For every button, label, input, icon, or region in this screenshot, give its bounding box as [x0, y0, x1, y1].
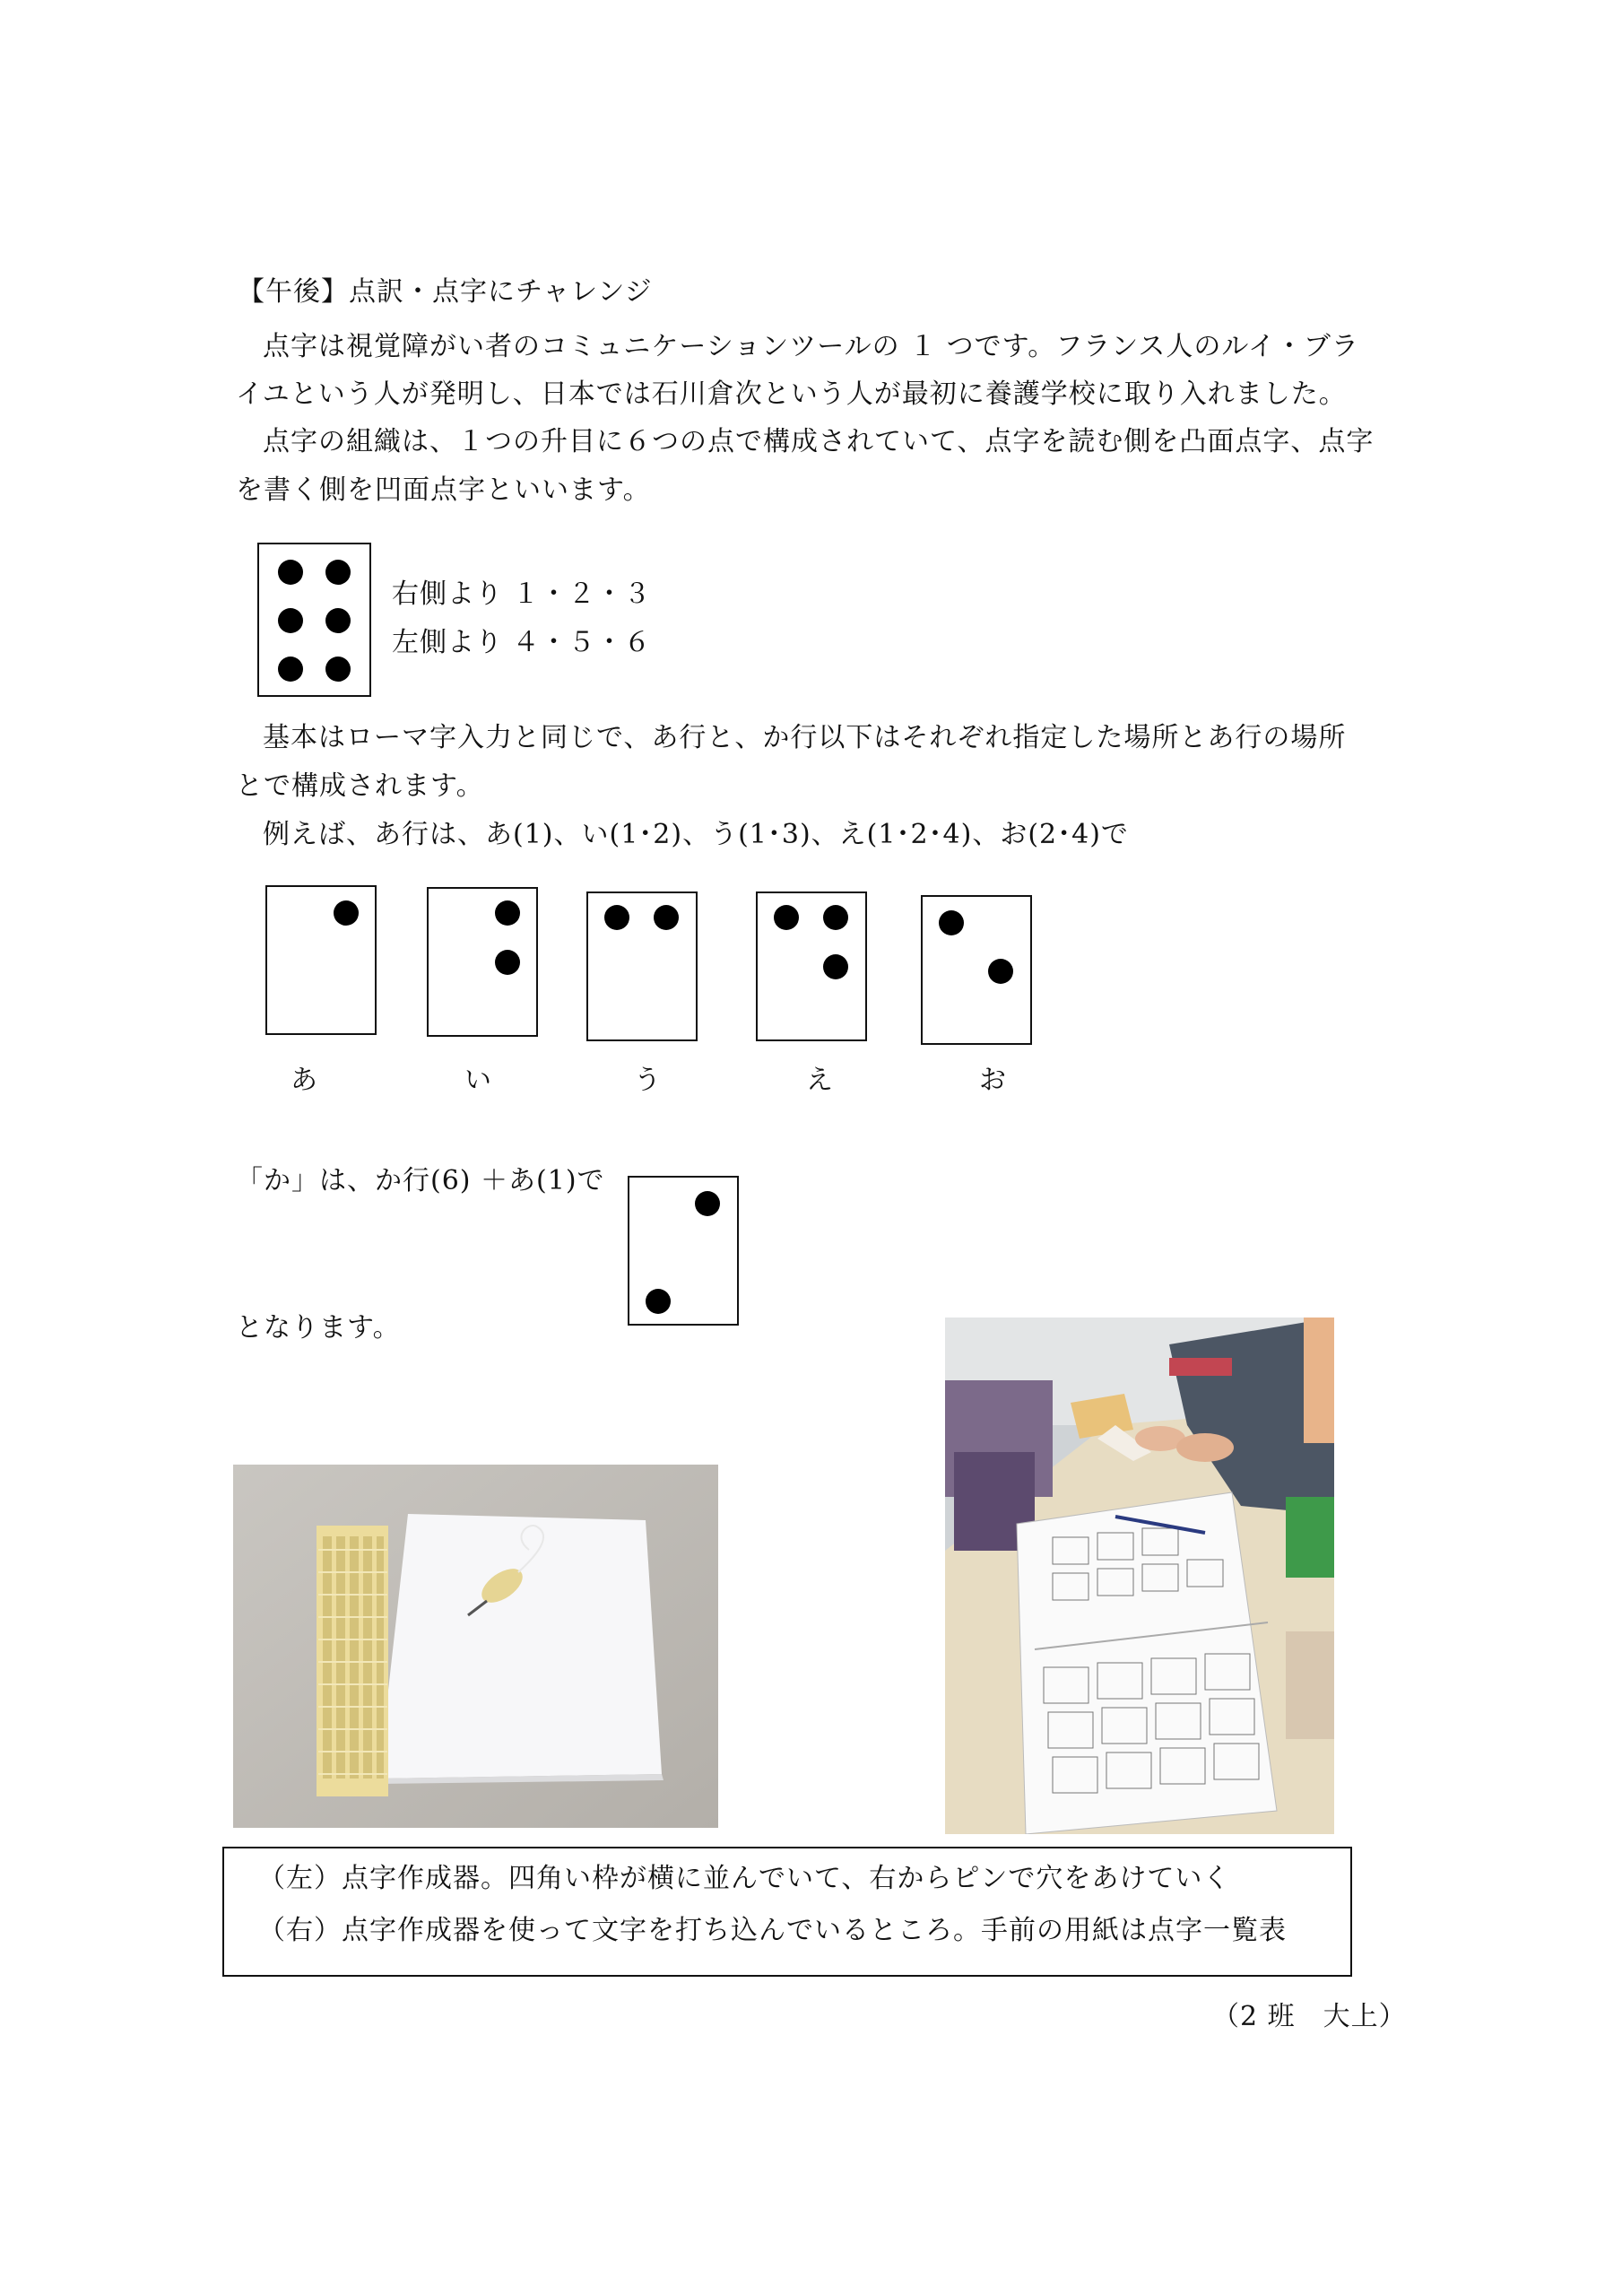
braille-cell-a: [265, 885, 377, 1035]
caption-right: （右）点字作成器を使って文字を打ち込んでいるところ。手前の用紙は点字一覧表: [258, 1915, 1287, 1946]
braille-dot: [695, 1191, 720, 1216]
braille-cell-o: [921, 895, 1032, 1045]
braille-dot: [654, 905, 679, 930]
caption-left: （左）点字作成器。四角い枠が横に並んでいて、右からピンで穴をあけていく: [258, 1863, 1231, 1894]
paragraph-2-line-1: 点字の組織は、１つの升目に６つの点で構成されていて、点字を読む側を凸面点字、点字: [263, 426, 1375, 457]
paragraph-3-line-2: とで構成されます。: [236, 770, 484, 802]
paragraph-1-line-2: イユという人が発明し、日本では石川倉次という人が最初に養護学校に取り入れました。: [236, 378, 1347, 410]
braille-dot-4: [278, 560, 303, 585]
kana-label-u: う: [634, 1065, 661, 1096]
braille-dot: [604, 905, 629, 930]
braille-dot-5: [278, 608, 303, 633]
braille-dot-3: [325, 657, 351, 682]
braille-cell-e: [756, 891, 867, 1041]
braille-dot: [823, 954, 848, 979]
paragraph-1-line-1: 点字は視覚障がい者のコミュニケーションツールの １ つです。フランス人のルイ・ブラ: [263, 331, 1359, 362]
braille-six-dot-cell: [257, 543, 371, 697]
kana-label-e: え: [806, 1065, 833, 1096]
braille-cell-ka: [628, 1176, 739, 1326]
braille-cell-u: [586, 891, 698, 1041]
braille-dot: [939, 910, 964, 935]
kana-label-i: い: [464, 1065, 491, 1096]
braille-dot: [823, 905, 848, 930]
photo-caption-box: [222, 1847, 1352, 1977]
braille-dot: [774, 905, 799, 930]
ka-example-text: 「か」は、か行(6) ＋あ(1)で: [236, 1165, 605, 1196]
page-heading: 【午後】点訳・点字にチャレンジ: [238, 276, 653, 308]
photo-braille-slate: [233, 1465, 718, 1828]
braille-dot-1: [325, 560, 351, 585]
kana-label-o: お: [979, 1065, 1006, 1096]
photo-braille-practice: [945, 1318, 1334, 1834]
kana-label-a: あ: [291, 1065, 317, 1096]
braille-dot: [495, 900, 520, 926]
dot-order-left-label: 左側より ４・５・６: [392, 627, 652, 658]
paragraph-3-line-1: 基本はローマ字入力と同じで、あ行と、か行以下はそれぞれ指定した場所とあ行の場所: [263, 722, 1347, 753]
paragraph-2-line-2: を書く側を凹面点字といいます。: [236, 474, 651, 506]
braille-dot: [334, 900, 359, 926]
braille-dot: [495, 950, 520, 975]
braille-dot: [988, 959, 1013, 984]
braille-dot-6: [278, 657, 303, 682]
paragraph-4-line-1: 例えば、あ行は、あ(1)、い(1･2)、う(1･3)、え(1･2･4)、お(2･4)で: [263, 819, 1129, 850]
braille-dot: [646, 1289, 671, 1314]
braille-dot-2: [325, 608, 351, 633]
author-credit: （2 班 大上）: [1212, 2001, 1407, 2032]
dot-order-right-label: 右側より １・２・３: [392, 578, 652, 610]
braille-cell-i: [427, 887, 538, 1037]
ka-example-result: となります。: [236, 1312, 401, 1344]
